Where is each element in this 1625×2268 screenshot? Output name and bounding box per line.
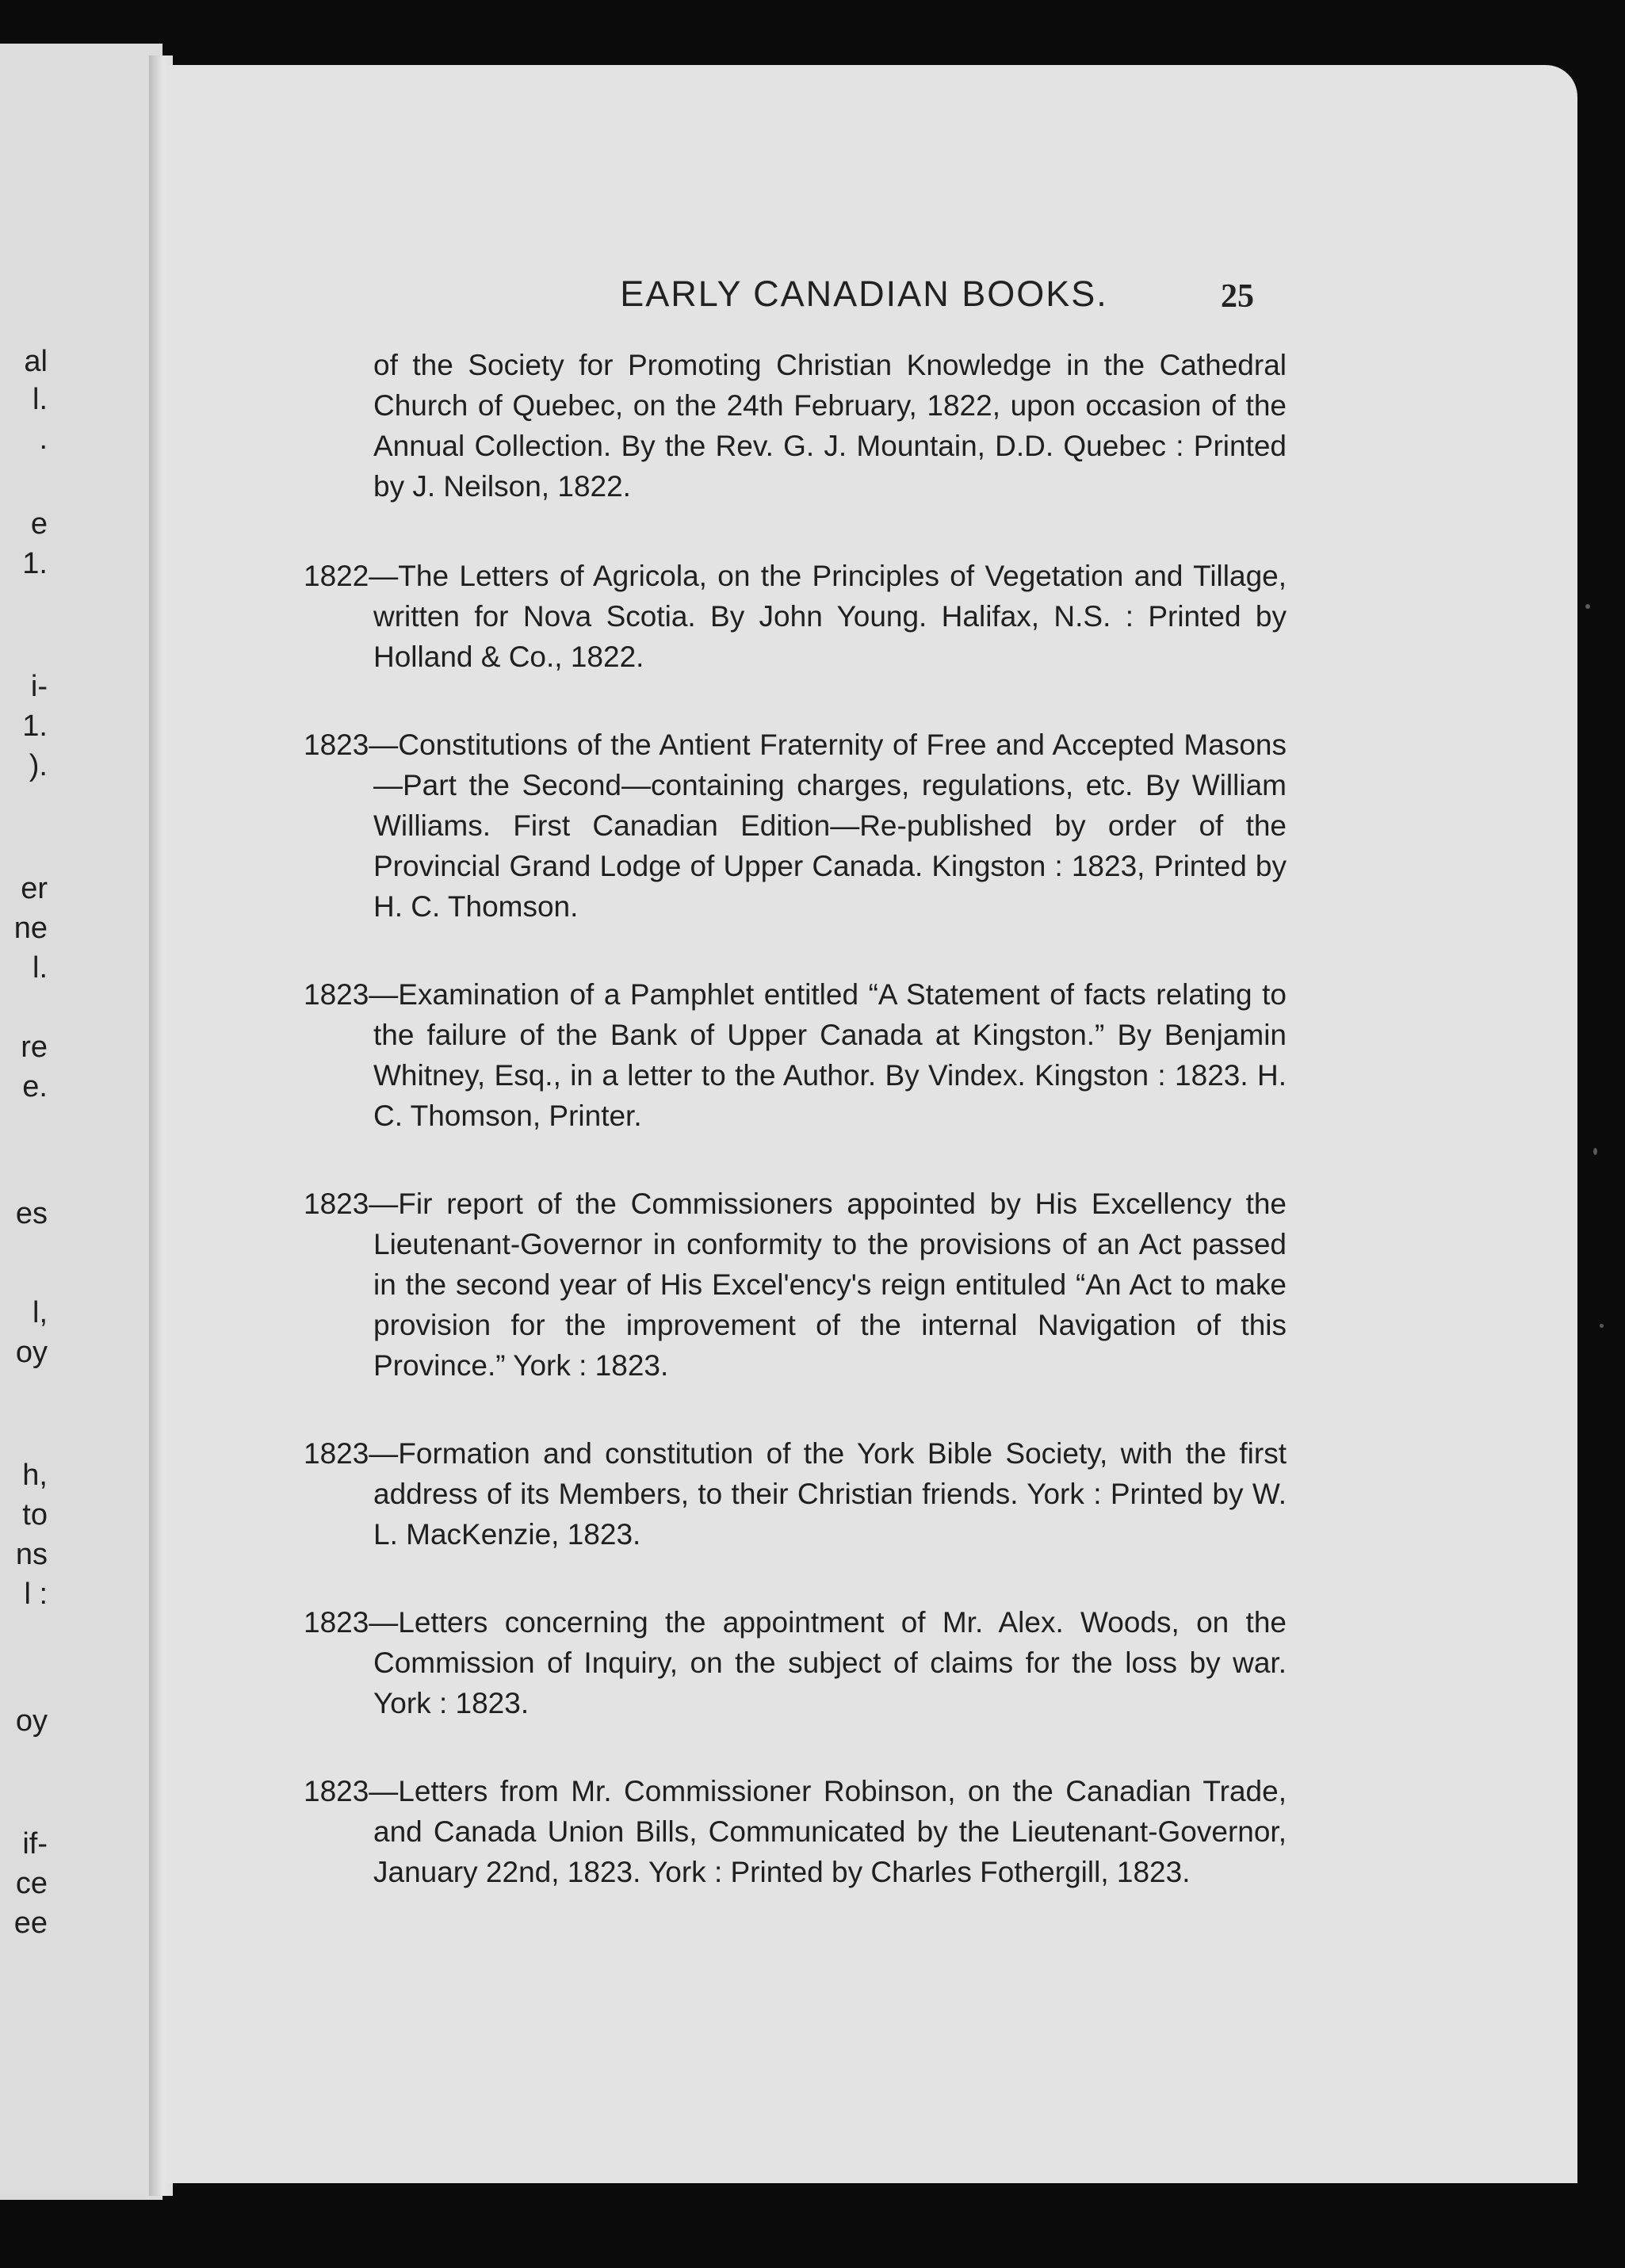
bibliography-entry: of the Society for Promoting Christian Knowledge in the Cathedral Church of Quebec, on the 24th February, 1822, upon occasion of the Annual Collection. By the Rev. G. J. Mountain, D.D. Quebec : Printed by J. Neilson, 1822. <box>373 349 1287 503</box>
left-fragment: ne <box>13 912 48 945</box>
running-head: EARLY CANADIAN BOOKS. <box>620 273 1108 314</box>
left-fragment: ee <box>13 1907 48 1940</box>
left-fragment: e <box>30 507 48 541</box>
left-page-edge <box>0 44 162 2200</box>
left-fragment: 1. <box>22 709 48 743</box>
left-fragment: if- <box>22 1827 48 1861</box>
left-fragment: oy <box>15 1336 48 1369</box>
left-fragment: ce <box>15 1867 48 1900</box>
bibliography-entry: 1823—Letters concerning the appointment of Mr. Alex. Woods, on the Commission of Inquiry, on the subject of claims for the loss by war. York : 1823. <box>304 1606 1287 1719</box>
bibliography-entry: 1823—Examination of a Pamphlet entitled “A Statement of facts relating to the failure of the Bank of Upper Canada at Kingston.” By Benjamin Whitney, Esq., in a letter to the Author. By Vindex. Kingston : 1823. H. C. Thomson, Printer. <box>304 978 1287 1132</box>
bibliography-entry: 1823—Formation and constitution of the York Bible Society, with the first address of its Members, to their Christian friends. York : Printed by W. L. MacKenzie, 1823. <box>304 1437 1287 1551</box>
left-fragment: re <box>21 1031 48 1064</box>
bibliography-entry: 1822—The Letters of Agricola, on the Principles of Vegetation and Tillage, written for Nova Scotia. By John Young. Halifax, N.S. : Printed by Holland & Co., 1822. <box>304 560 1287 673</box>
page-number: 25 <box>1221 278 1254 315</box>
left-fragment: es <box>15 1197 48 1230</box>
scan-speck <box>1600 1324 1604 1328</box>
left-fragment: . <box>39 423 48 456</box>
scan-speck <box>1585 604 1590 609</box>
left-fragment: l. <box>32 951 48 985</box>
left-fragment: to <box>22 1498 48 1532</box>
left-fragment: l, <box>32 1296 48 1329</box>
left-fragment: er <box>21 872 48 905</box>
left-fragment: l. <box>32 383 48 416</box>
left-fragment: i- <box>30 670 48 703</box>
bibliography-entry: 1823—Constitutions of the Antient Fraternity of Free and Accepted Masons—Part the Second—containing charges, regulations, etc. By William Williams. First Canadian Edition—Re-published by order of the Provincial Grand Lodge of Upper Canada. Kingston : 1823, Printed by H. C. Thomson. <box>304 729 1287 923</box>
left-fragment: ). <box>29 749 48 782</box>
left-fragment: e. <box>22 1070 48 1103</box>
bibliography-entry: 1823—Fir report of the Commissioners appointed by His Excellency the Lieutenant-Governor in conformity to the provisions of an Act passed in the second year of His Excel'ency's reign entituled “An Act to make provision for the improvement of the internal Navigation of this Province.” York : 1823. <box>304 1188 1287 1382</box>
bibliography-list <box>304 345 1287 1940</box>
left-fragment: 1. <box>22 547 48 580</box>
left-fragment: al <box>24 345 48 378</box>
left-fragment: h, <box>22 1459 48 1492</box>
left-fragment: ns <box>15 1538 48 1571</box>
bibliography-entry: 1823—Letters from Mr. Commissioner Robinson, on the Canadian Trade, and Canada Union Bills, Communicated by the Lieutenant-Governor, January 22nd, 1823. York : Printed by Charles Fothergill, 1823. <box>304 1775 1287 1888</box>
scan-speck <box>1593 1148 1597 1155</box>
left-fragment: oy <box>15 1704 48 1738</box>
left-fragment: l : <box>24 1578 48 1611</box>
